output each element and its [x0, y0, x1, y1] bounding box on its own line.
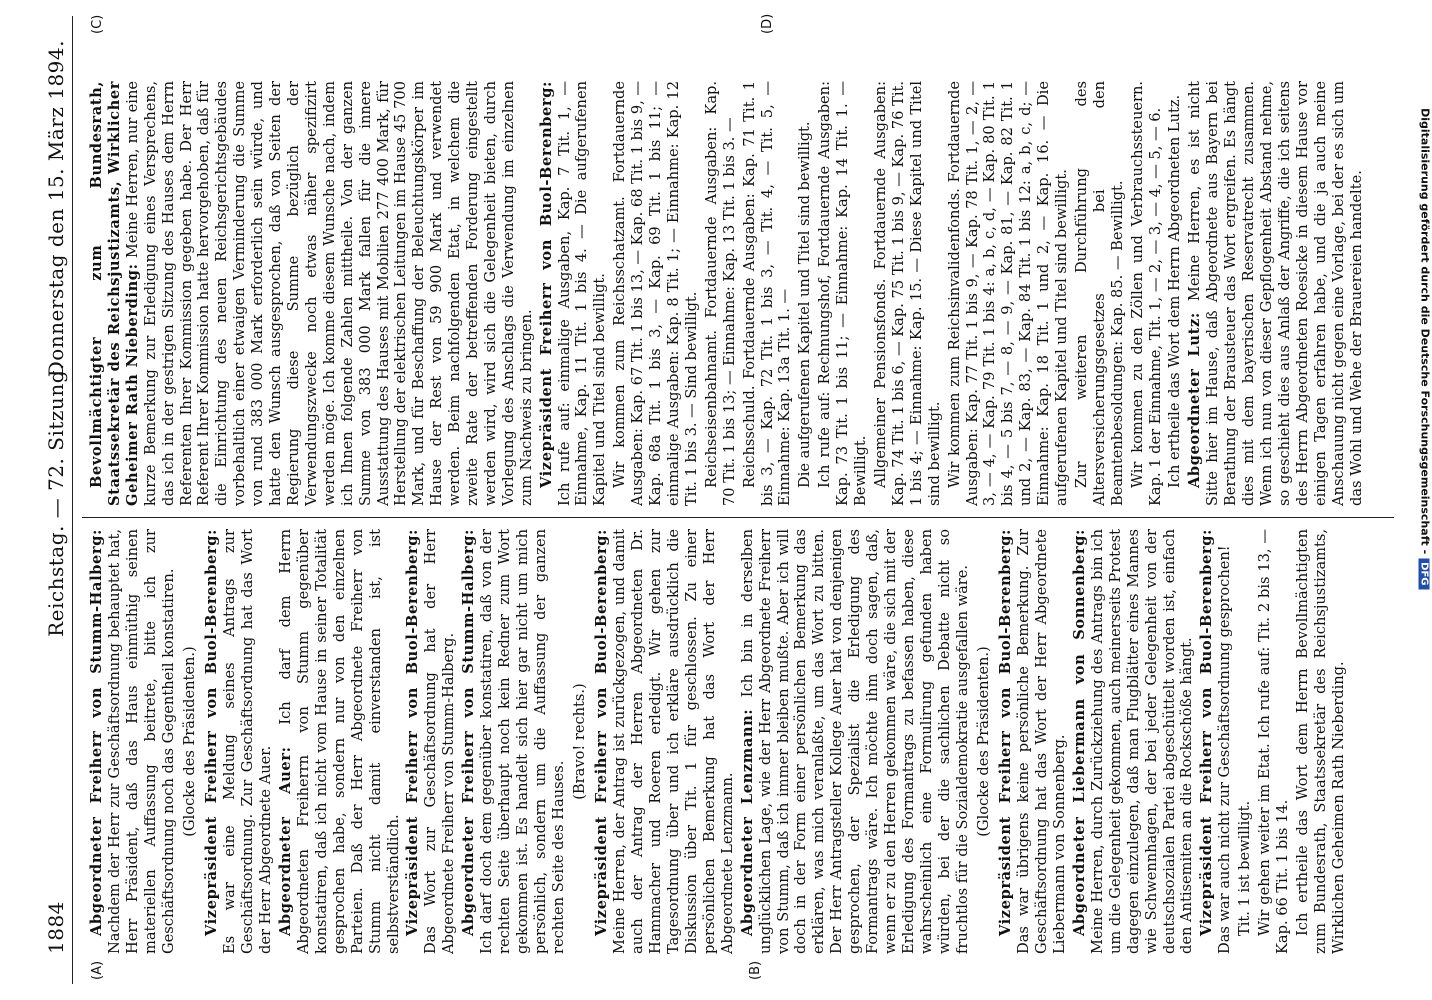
paragraph-text: Wir gehen weiter im Etat. Ich rufe auf: Tit. 2 bis 13, — Kap. 66 Tit. 1 bis 14. [1256, 529, 1291, 954]
header-session: Reichstag. — 72. Sitzung. [44, 363, 68, 637]
speaker-name: Vizepräsident Freiherr von Buol-Berenberg: [1198, 529, 1216, 936]
speech-paragraph [816, 81, 870, 506]
speech-paragraph [739, 529, 972, 954]
speaker-name: Vizepräsident Freiherr von Buol-Berenberg: [203, 529, 221, 936]
paragraph-text: Zur weiteren Durchführung des Altersversicherungsgesetzes bei den Beamtenbesoldungen: Kap. 85. — Bewilligt. [1072, 81, 1126, 506]
paragraph-text: Die aufgerufenen Kapitel und Titel sind bewilligt. [796, 121, 814, 488]
speech-paragraph [1294, 529, 1348, 954]
paragraph-text: Reichsschuld. Fortdauernde Ausgaben: Kap. 71 Tit. 1 bis 3, — Kap. 72 Tit. 1 bis 3, — Tit. 4, — Tit. 5, — Einnahme: Kap. 13a Tit. 1. — [740, 81, 794, 506]
paragraph-text: Meine Herren, es ist nicht Sitte hier im Hause, daß Abgeordnete aus Bayern bei Berathung der Brausteuer das Wort ergreifen. Es hängt dies mit dem bayerischen Reservatrecht zusammen. Wenn ich nun von dieser Gepflogenheit Abstand nehme, so geschieht dies aus Anlaß der Angriffe, die ich seitens des Herrn Abgeordneten Roesicke in diesem Hause vor einigen Tagen erfahren habe, und die ja auch meine Anschauung nicht gegen eine Vorlage, bei der es sich um das Wohl und Wehe der Brauereien handelte. [1186, 81, 1365, 506]
speech-paragraph [796, 81, 814, 506]
header-date: Donnerstag den 15. März 1894. [44, 40, 68, 378]
page-header [38, 16, 73, 984]
speaker-name: Abgeordneter Freiherr von Stumm-Halberg: [88, 529, 105, 936]
speech-paragraph [1166, 81, 1184, 506]
stage-direction: (Bravo! rechts.) [570, 683, 588, 800]
speech-paragraph [946, 81, 1071, 506]
paragraph-text: Ich bin in derselben unglücklichen Lage, wie der Herr Abgeordnete Freiherr von Stumm, daß ich immer bleiben mußte. Aber ich will doch in der Form einer persönlichen Bemerkung das erklären, was mich veranlaßte, um das Wort zu bitten. Der Herr Antragsteller Kollege Auer hat von denjenigen gesprochen, der Spezialist die Erledigung des Formantrags wäre. Ich möchte ihm doch sagen, daß, wenn er zu den Herren gekommen wäre, die sich mit der Erledigung des Formantrags zu befassen haben, diese wahrscheinlich eine Formulirung gefunden haben würden, bei der die sachlichen Debatte nicht so fruchtlos für die Sozialdemokratie ausgefallen wäre. [738, 529, 971, 954]
stage-direction: (Glocke des Präsidenten.) [974, 646, 992, 837]
paragraph-text: Ich rufe auf: Rechnungshof, Fortdauernde Ausgaben: Kap. 73 Tit. 1 bis 11; — Einnahme: Kap. 14 Tit. 1. — Bewilligt. [816, 81, 870, 506]
speaker-name: Bevollmächtigter zum Bundesrath, Staatssekretär des Reichsjustizamts, Wirklicher Geheimer Rath Nieberding: [88, 81, 141, 506]
paragraph-text: Meine Herren, der Antrag ist zurückgezogen, und damit auch der Antrag der Herren Abgeordneten Dr. Hammacher und Roeren erledigt. Wir gehen zur Tagesordnung über und ich erkläre ausdrücklich die Diskussion über Tit. 1 für geschlossen. Zu einer persönlichen Bemerkung hat das Wort der Herr Abgeordnete Lenzmann. [611, 529, 736, 954]
paragraph-text: Meine Herren, nur eine kurze Bemerkung zur Erledigung eines Versprechens, das ich in der gestrigen Sitzung des Hauses dem Herrn Referenten Ihrer Kommission gegeben habe. Der Herr Referent Ihrer Kommission hatte hervorgehoben, daß für die Einrichtung des neuen Reichsgerichtsgebäudes vorbehaltlich einer etwaigen Verminderung die Summe von rund 383 000 Mark erforderlich sein würde, und hatte den Wunsch ausgesprochen, daß von Seiten der Regierung diese Summe bezüglich der Verwendungszwecke noch etwas näher spezifizirt werden möge. Ich komme diesem Wunsche nach, indem ich Ihnen folgende Zahlen mittheile. Von der ganzen Summe von 383 000 Mark fallen für die innere Ausstattung des Hauses mit Mobilien 277 400 Mark, für Herstellung der elektrischen Leitungen im Hause 45 700 Mark, und für Beschaffung der Beleuchtungskörper im Hause der Rest von 59 900 Mark und verwendet werden. Beim nachfolgenden Etat, in welchem die zweite Rate der betreffenden Forderung eingestellt werden wird, wird sich die Gelegenheit bieten, durch Vorlegung des Anschlags die Verwendung im einzelnen zum Nachweis zu bringen. [123, 81, 535, 506]
paragraph-text: Das war auch nicht zur Geschäftsordnung gesprochen! [1216, 545, 1234, 954]
speech-paragraph [277, 529, 402, 954]
left-text-column [88, 529, 1398, 954]
speech-paragraph [1129, 81, 1165, 506]
speech-paragraph [88, 529, 178, 954]
speech-paragraph [404, 529, 458, 954]
margin-marker-a: (A) [90, 960, 105, 980]
paragraph-text: Wir kommen zum Reichsschatzamt. Fortdauernde Ausgaben: Kap. 67 Tit. 1 bis 13, — Kap. 68 Tit. 1 bis 9, — Kap. 68a Tit. 1 bis 3, — Kap. 69 Tit. 1 bis 11; — einmalige Ausgaben: Kap. 8 Tit. 1; — Einnahme: Kap. 12 Tit. 1 bis 3. — Sind bewilligt. [611, 81, 700, 506]
speech-paragraph [1236, 529, 1254, 954]
speaker-name: Abgeordneter Auer: [277, 746, 295, 936]
speech-paragraph [997, 529, 1069, 954]
paragraph-text: Wir kommen zu den Zöllen und Verbrauchssteuern. Kap. 1 der Einnahme, Tit. 1, — 2, — 3, — 4, — 5, — 6. [1128, 81, 1164, 506]
paragraph-text: Ich rufe auf: einmalige Ausgaben, Kap. 7 Tit. 1, — Einnahme, Kap. 11 Tit. 1 bis 4. — Die aufgerufenen Kapitel und Titel sind bewilligt. [555, 81, 609, 506]
speech-paragraph [872, 81, 944, 506]
speech-paragraph [593, 529, 736, 954]
dfg-logo: DFG [1419, 558, 1430, 589]
speech-paragraph [1198, 529, 1234, 954]
stage-direction: (Glocke des Präsidenten.) [180, 646, 198, 837]
speaker-name: Abgeordneter Liebermann von Sonnenberg: [1071, 529, 1089, 936]
paragraph-text: Wir kommen zum Reichsinvalidenfonds. Fortdauernde Ausgaben: Kap. 77 Tit. 1 bis 9, — Kap. 78 Tit. 1, — 2, — 3, — 4, — Kap. 79 Tit. 1 bis 4: a, b, c, d, — Kap. 80 Tit. 1 bis 4, — 5 bis 7, — 8, — 9, — Kap. 81, — Kap. 82 Tit. 1 und 2, — Kap. 83, — Kap. 84 Tit. 1 bis 12: a, b, c, d; — Einnahme: Kap. 18 Tit. 1 und 2, — Kap. 16. — Die aufgerufenen Kapitel und Titel sind bewilligt. [945, 81, 1071, 506]
speaker-name: Vizepräsident Freiherr von Buol-Berenberg: [997, 529, 1015, 936]
paragraph-text: Nachdem der Herr zur Geschäftsordnung behauptet hat, Herr Präsident, daß das Haus einmüthig seinen materiellen Auffassung beitrete, bitte ich zur Geschäftsordnung noch das Gegentheil konstatiren. [105, 529, 177, 954]
header-year: 1884 [44, 901, 68, 954]
speaker-name: Abgeordneter Freiherr von Stumm-Halberg: [460, 529, 478, 936]
paragraph-text: Tit. 1 ist bewilligt. [1236, 800, 1254, 936]
speech-paragraph [538, 81, 610, 506]
speaker-name: Vizepräsident Freiherr von Buol-Berenberg: [537, 81, 555, 488]
paragraph-text: Ich darf dem Herrn Abgeordneten Freiherrn von Stumm gegenüber konstatiren, daß ich nicht vom Hause in seiner Totalität gesprochen habe, sondern nur von den einzelnen Parteien. Daß der Herr Abgeordnete Freiherr von Stumm nicht damit einverstanden ist, ist selbstverständlich. [277, 529, 402, 954]
speech-paragraph [611, 81, 701, 506]
paragraph-text: Es war eine Meldung seines Antrags zur Geschäftsordnung. Zur Geschäftsordnung hat das Wort der Herr Abgeordnete Auer. [221, 529, 275, 954]
speaker-name: Abgeordneter Lenzmann: [738, 708, 756, 936]
column-divider [82, 517, 1394, 518]
speech-paragraph [1071, 529, 1196, 954]
margin-marker-d: (D) [760, 13, 775, 34]
paragraph-text: Das war übrigens keine persönliche Bemerkung. Zur Geschäftsordnung hat das Wort der Herr Abgeordnete Liebermann von Sonnenberg. [1015, 529, 1069, 954]
speaker-name: Abgeordneter Lutz: [1186, 312, 1204, 488]
paragraph-text: Ich darf doch dem gegenüber konstatiren, daß von der rechten Seite überhaupt noch kein Redner zum Wort gekommen ist. Es handelt sich hier gar nicht um mich persönlich, sondern um die Auffassung der ganzen rechten Seite des Hauses. [478, 529, 567, 954]
speech-paragraph [1073, 81, 1127, 506]
rotated-page [30, 13, 1402, 984]
speech-paragraph [203, 529, 275, 954]
paragraph-text: Meine Herren, durch Zurückziehung des Antrags bin ich um die Gelegenheit gekommen, auch meinerseits Protest dagegen einzulegen, daß man Flugblätter eines Mannes wie Schwennhagen, der bei jeder Gelegenheit von der deutschsozialen Partei abgeschüttelt worden ist, einfach den Antisemiten an die Rockschöße hängt. [1088, 529, 1196, 954]
speaker-name: Vizepräsident Freiherr von Buol-Berenberg: [593, 529, 611, 936]
speech-paragraph [1256, 529, 1292, 954]
paragraph-text: Allgemeiner Pensionsfonds. Fortdauernde Ausgaben: Kap. 74 Tit. 1 bis 6, — Kap. 75 Tit. 1 bis 9, — Kap. 76 Tit. 1 bis 4; — Einnahme: Kap. 15. — Diese Kapitel und Titel sind bewilligt. [871, 81, 943, 506]
paragraph-text: Ich ertheile das Wort dem Herrn Bevollmächtigten zum Bundesrath, Staatssekretär des Reichsjustizamts, Wirklichen Geheimen Rath Nieberding. [1293, 529, 1347, 954]
speech-paragraph [88, 81, 536, 506]
margin-marker-c: (C) [90, 14, 105, 34]
speech-paragraph [741, 81, 795, 506]
speech-paragraph [460, 529, 567, 954]
watermark-text: Digitalisierung gefördert durch die Deutsche Forschungsgemeinschaft - [1418, 108, 1432, 555]
margin-marker-b: (B) [748, 960, 763, 980]
speech-paragraph [1186, 81, 1365, 506]
right-text-column [88, 81, 1398, 506]
speaker-name: Vizepräsident Freiherr von Buol-Berenberg: [404, 529, 422, 936]
paragraph-text: Reichseisenbahnamt. Fortdauernde Ausgaben: Kap. 70 Tit. 1 bis 13; — Einnahme: Kap. 13 Tit. 1 bis 3. — [702, 81, 738, 506]
speech-paragraph [703, 81, 739, 506]
paragraph-text: Ich ertheile das Wort dem Herrn Abgeordneten Lutz. [1166, 94, 1184, 488]
digitization-watermark [1412, 5, 1432, 590]
paragraph-text: Das Wort zur Geschäftsordnung hat der Herr Abgeordnete Freiherr von Stumm-Halberg. [422, 529, 458, 954]
